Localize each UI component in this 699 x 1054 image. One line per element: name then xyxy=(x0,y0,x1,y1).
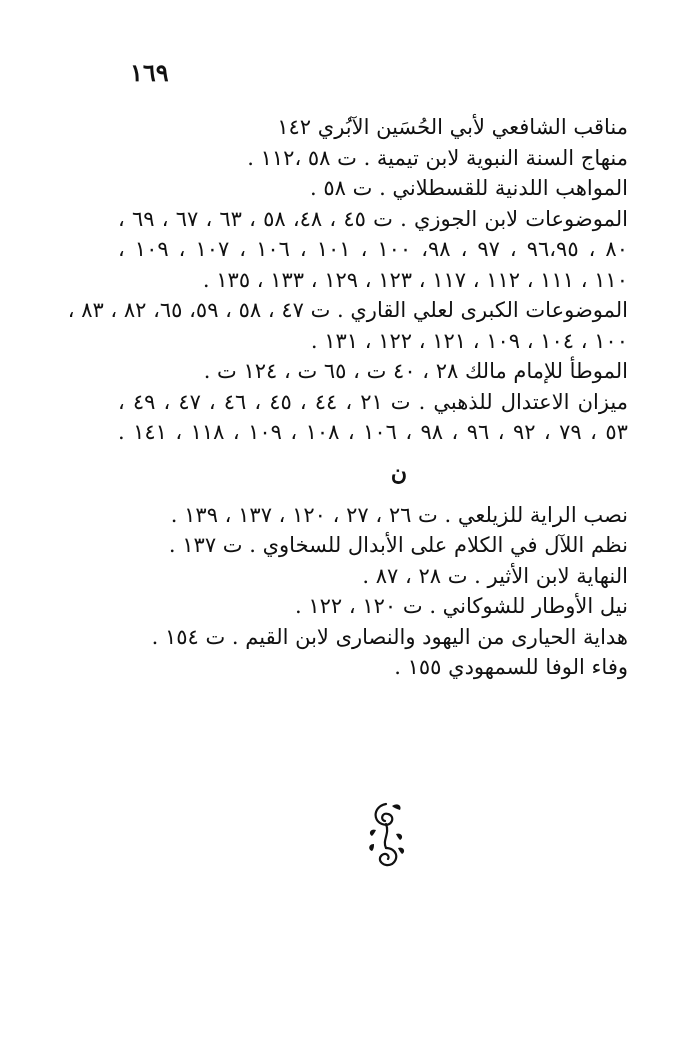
index-entry: الموطأ للإمام مالك ٢٨ ، ٤٠ ت ، ٦٥ ت ، ١٢٤ ت . xyxy=(203,359,628,383)
index-entry: منهاج السنة النبوية لابن تيمية . ت ٥٨ ،١١٢ . xyxy=(247,145,628,170)
index-entry: ميزان الاعتدال للذهبي . ت ٢١ ، ٤٤ ، ٤٥ ، ٤٦ ، ٤٧ ، ٤٩ ، xyxy=(118,389,628,414)
index-entry-continuation: ١٠٠ ، ١٠٤ ، ١٠٩ ، ١٢١ ، ١٢٢ ، ١٣١ . xyxy=(310,328,628,353)
index-entry: نصب الراية للزيلعي . ت ٢٦ ، ٢٧ ، ١٢٠ ، ١٣٧ ، ١٣٩ . xyxy=(170,502,628,527)
index-content xyxy=(67,112,628,683)
index-entry-continuation: ١١٠ ، ١١١ ، ١١٢ ، ١١٧ ، ١٢٣ ، ١٢٩ ، ١٣٣ ، ١٣٥ . xyxy=(202,267,628,292)
section-letter-heading: ن xyxy=(390,459,408,486)
index-entry: وفاء الوفا للسمهودي ١٥٥ . xyxy=(394,655,628,679)
index-entry: مناقب الشافعي لأبي الحُسَين الآبُري ١٤٢ xyxy=(277,115,628,139)
index-entry-continuation: ٨٠ ، ٩٦،٩٥ ، ٩٧ ، ٩٨، ١٠٠ ، ١٠١ ، ١٠٦ ، ١٠٧ ، ١٠٩ ، xyxy=(118,237,628,261)
index-entry: المواهب اللدنية للقسطلاني . ت ٥٨ . xyxy=(310,176,628,200)
floral-ornament-icon xyxy=(366,800,406,870)
index-entry: الموضوعات الكبرى لعلي القاري . ت ٤٧ ، ٥٨ ، ٥٩، ٦٥، ٨٢ ، ٨٣ ، xyxy=(67,298,628,322)
index-entry: النهاية لابن الأثير . ت ٢٨ ، ٨٧ . xyxy=(362,563,628,588)
index-entry: الموضوعات لابن الجوزي . ت ٤٥ ، ٤٨، ٥٨ ، ٦٣ ، ٦٧ ، ٦٩ ، xyxy=(118,206,628,231)
page-number: ١٦٩ xyxy=(130,58,169,87)
index-entry-continuation: ٥٣ ، ٧٩ ، ٩٢ ، ٩٦ ، ٩٨ ، ١٠٦ ، ١٠٨ ، ١٠٩ ، ١١٨ ، ١٤١ . xyxy=(118,420,628,444)
index-entry: نظم اللآل في الكلام على الأبدال للسخاوي . ت ١٣٧ . xyxy=(168,533,628,557)
index-entry: نيل الأوطار للشوكاني . ت ١٢٠ ، ١٢٢ . xyxy=(295,594,628,618)
index-entry: هداية الحيارى من اليهود والنصارى لابن القيم . ت ١٥٤ . xyxy=(151,624,628,649)
